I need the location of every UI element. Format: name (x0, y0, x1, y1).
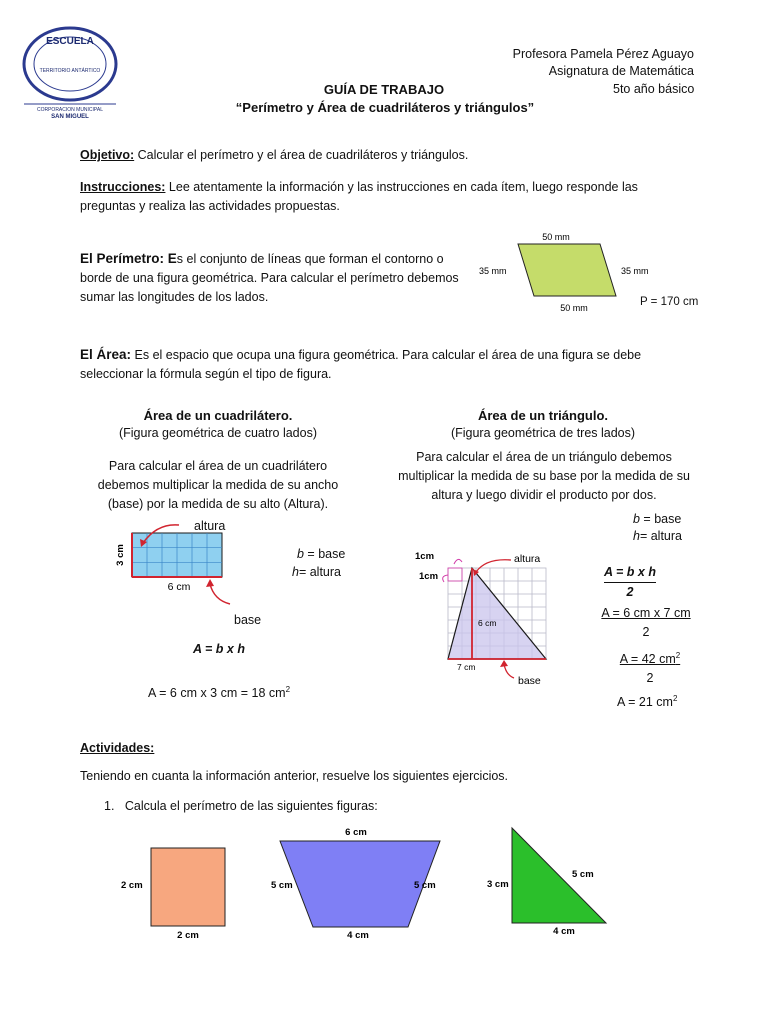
parallelogram-right-label: 35 mm (621, 266, 649, 276)
tri-formula-1: A = b x h 2 (604, 565, 656, 599)
square-bottom-label: 2 cm (177, 930, 199, 941)
area-label: El Área: (80, 347, 132, 362)
activities-intro: Teniendo en cuanta la información anterior, resuelve los siguientes ejercicios. (80, 769, 509, 783)
triangle-left-label: 3 cm (487, 879, 509, 890)
quad-legend-h: h= altura (292, 565, 341, 579)
tri-1cm-left-label: 1cm (419, 571, 439, 582)
square-left-label: 2 cm (121, 880, 143, 891)
objective-text: Calcular el perímetro y el área de cuadriláteros y triángulos. (134, 148, 469, 162)
quad-bottom-label: 6 cm (167, 581, 191, 593)
tri-legend-b: b = base (633, 512, 682, 526)
activities-label: Actividades: (80, 741, 155, 755)
page-subtitle: “Perímetro y Área de cuadriláteros y triángulos” (235, 100, 535, 115)
perimeter-label: El Perímetro: E (80, 251, 177, 266)
page-title: GUÍA DE TRABAJO (323, 82, 445, 97)
instructions-text: Lee atentamente la información y las instrucciones en cada ítem, luego responde las preguntas y realiza las actividades propuestas. (80, 180, 638, 213)
logo-corp-text: CORPORACION MUNICIPAL (36, 107, 104, 113)
objective-label: Objetivo: (80, 148, 135, 162)
trapezoid-top-label: 6 cm (345, 827, 367, 838)
quad-title: Área de un cuadrilátero. (143, 408, 293, 423)
quad-side-label: 3 cm (115, 544, 126, 566)
logo-school-text: ESCUELA (46, 36, 94, 47)
parallelogram-top-label: 50 mm (542, 232, 570, 242)
quad-example: A = 6 cm x 3 cm = 18 $cm^2$ (148, 685, 291, 701)
grade-level: 5to año básico (613, 82, 695, 96)
tri-altura-label: altura (514, 553, 541, 565)
tri-1cm-top-label: 1cm (415, 551, 435, 562)
exercise-square (118, 840, 238, 945)
area-text: Es el espacio que ocupa una figura geométrica. Para calcular el área de una figura se debe seleccionar la fórmula según el tipo de figura. (80, 348, 642, 381)
perimeter-text: s el conjunto de líneas que forman el contorno o borde de una figura geométrica. Para calcular el perímetro debemos sumar las longitudes de los lados. (80, 252, 459, 304)
quad-formula: A = b x h (193, 642, 245, 656)
tri-title: Área de un triángulo. (477, 408, 608, 423)
tri-base-label: base (518, 675, 541, 687)
logo-city-text: SAN MIGUEL (51, 114, 89, 120)
exercise-triangle (484, 822, 614, 942)
quad-legend-b: b = base (297, 547, 346, 561)
quad-grid-figure (115, 515, 265, 597)
instructions-label: Instrucciones: (80, 180, 166, 194)
tri-formula-4: A = 21 $cm^2$ (617, 694, 678, 710)
tri-description: Para calcular el área de un triángulo debemos multiplicar la medida de su base por la medida de su altura y luego dividir el producto por dos. (398, 450, 690, 502)
teacher-name: Profesora Pamela Pérez Aguayo (512, 47, 694, 61)
perimeter-definition (80, 249, 460, 307)
tri-formula-3: A = 42 $cm^2$ 2 (619, 651, 681, 686)
tri-base-length-label: 7 cm (457, 662, 476, 672)
triangle-hyp-label: 5 cm (572, 869, 594, 880)
trapezoid-right-label: 5 cm (414, 880, 436, 891)
triangle-grid-figure (414, 548, 564, 688)
tri-legend-h: h= altura (633, 529, 682, 543)
activity-item-1: 1. Calcula el perímetro de las siguientes figuras: (104, 799, 378, 813)
tri-subtitle: (Figura geométrica de tres lados) (450, 426, 636, 440)
objective (80, 146, 700, 165)
parallelogram-figure (476, 228, 666, 316)
parallelogram-bottom-label: 50 mm (560, 303, 588, 313)
logo-ring-text: TERRITORIO ANTÁRTICO (39, 68, 101, 74)
perimeter-result: P = 170 cm (640, 296, 699, 308)
tri-height-label: 6 cm (478, 618, 497, 628)
quad-altura-label: altura (194, 519, 226, 533)
area-definition (80, 345, 680, 384)
school-logo (20, 22, 120, 122)
quad-base-arrow (200, 578, 240, 608)
trapezoid-bottom-label: 4 cm (347, 930, 369, 941)
tri-formula-2: A = 6 cm x 7 cm 2 (601, 606, 691, 639)
quad-subtitle: (Figura geométrica de cuatro lados) (118, 426, 317, 440)
instructions (80, 178, 650, 216)
subject-name: Asignatura de Matemática (548, 64, 694, 78)
triangle-bottom-label: 4 cm (553, 926, 575, 937)
quad-base-label: base (234, 613, 262, 627)
quad-description: Para calcular el área de un cuadrilátero debemos multiplicar la medida de su ancho (base) por la medida de su alto (Altura). (97, 459, 339, 511)
trapezoid-left-label: 5 cm (271, 880, 293, 891)
exercise-trapezoid (268, 822, 448, 946)
parallelogram-left-label: 35 mm (479, 266, 507, 276)
